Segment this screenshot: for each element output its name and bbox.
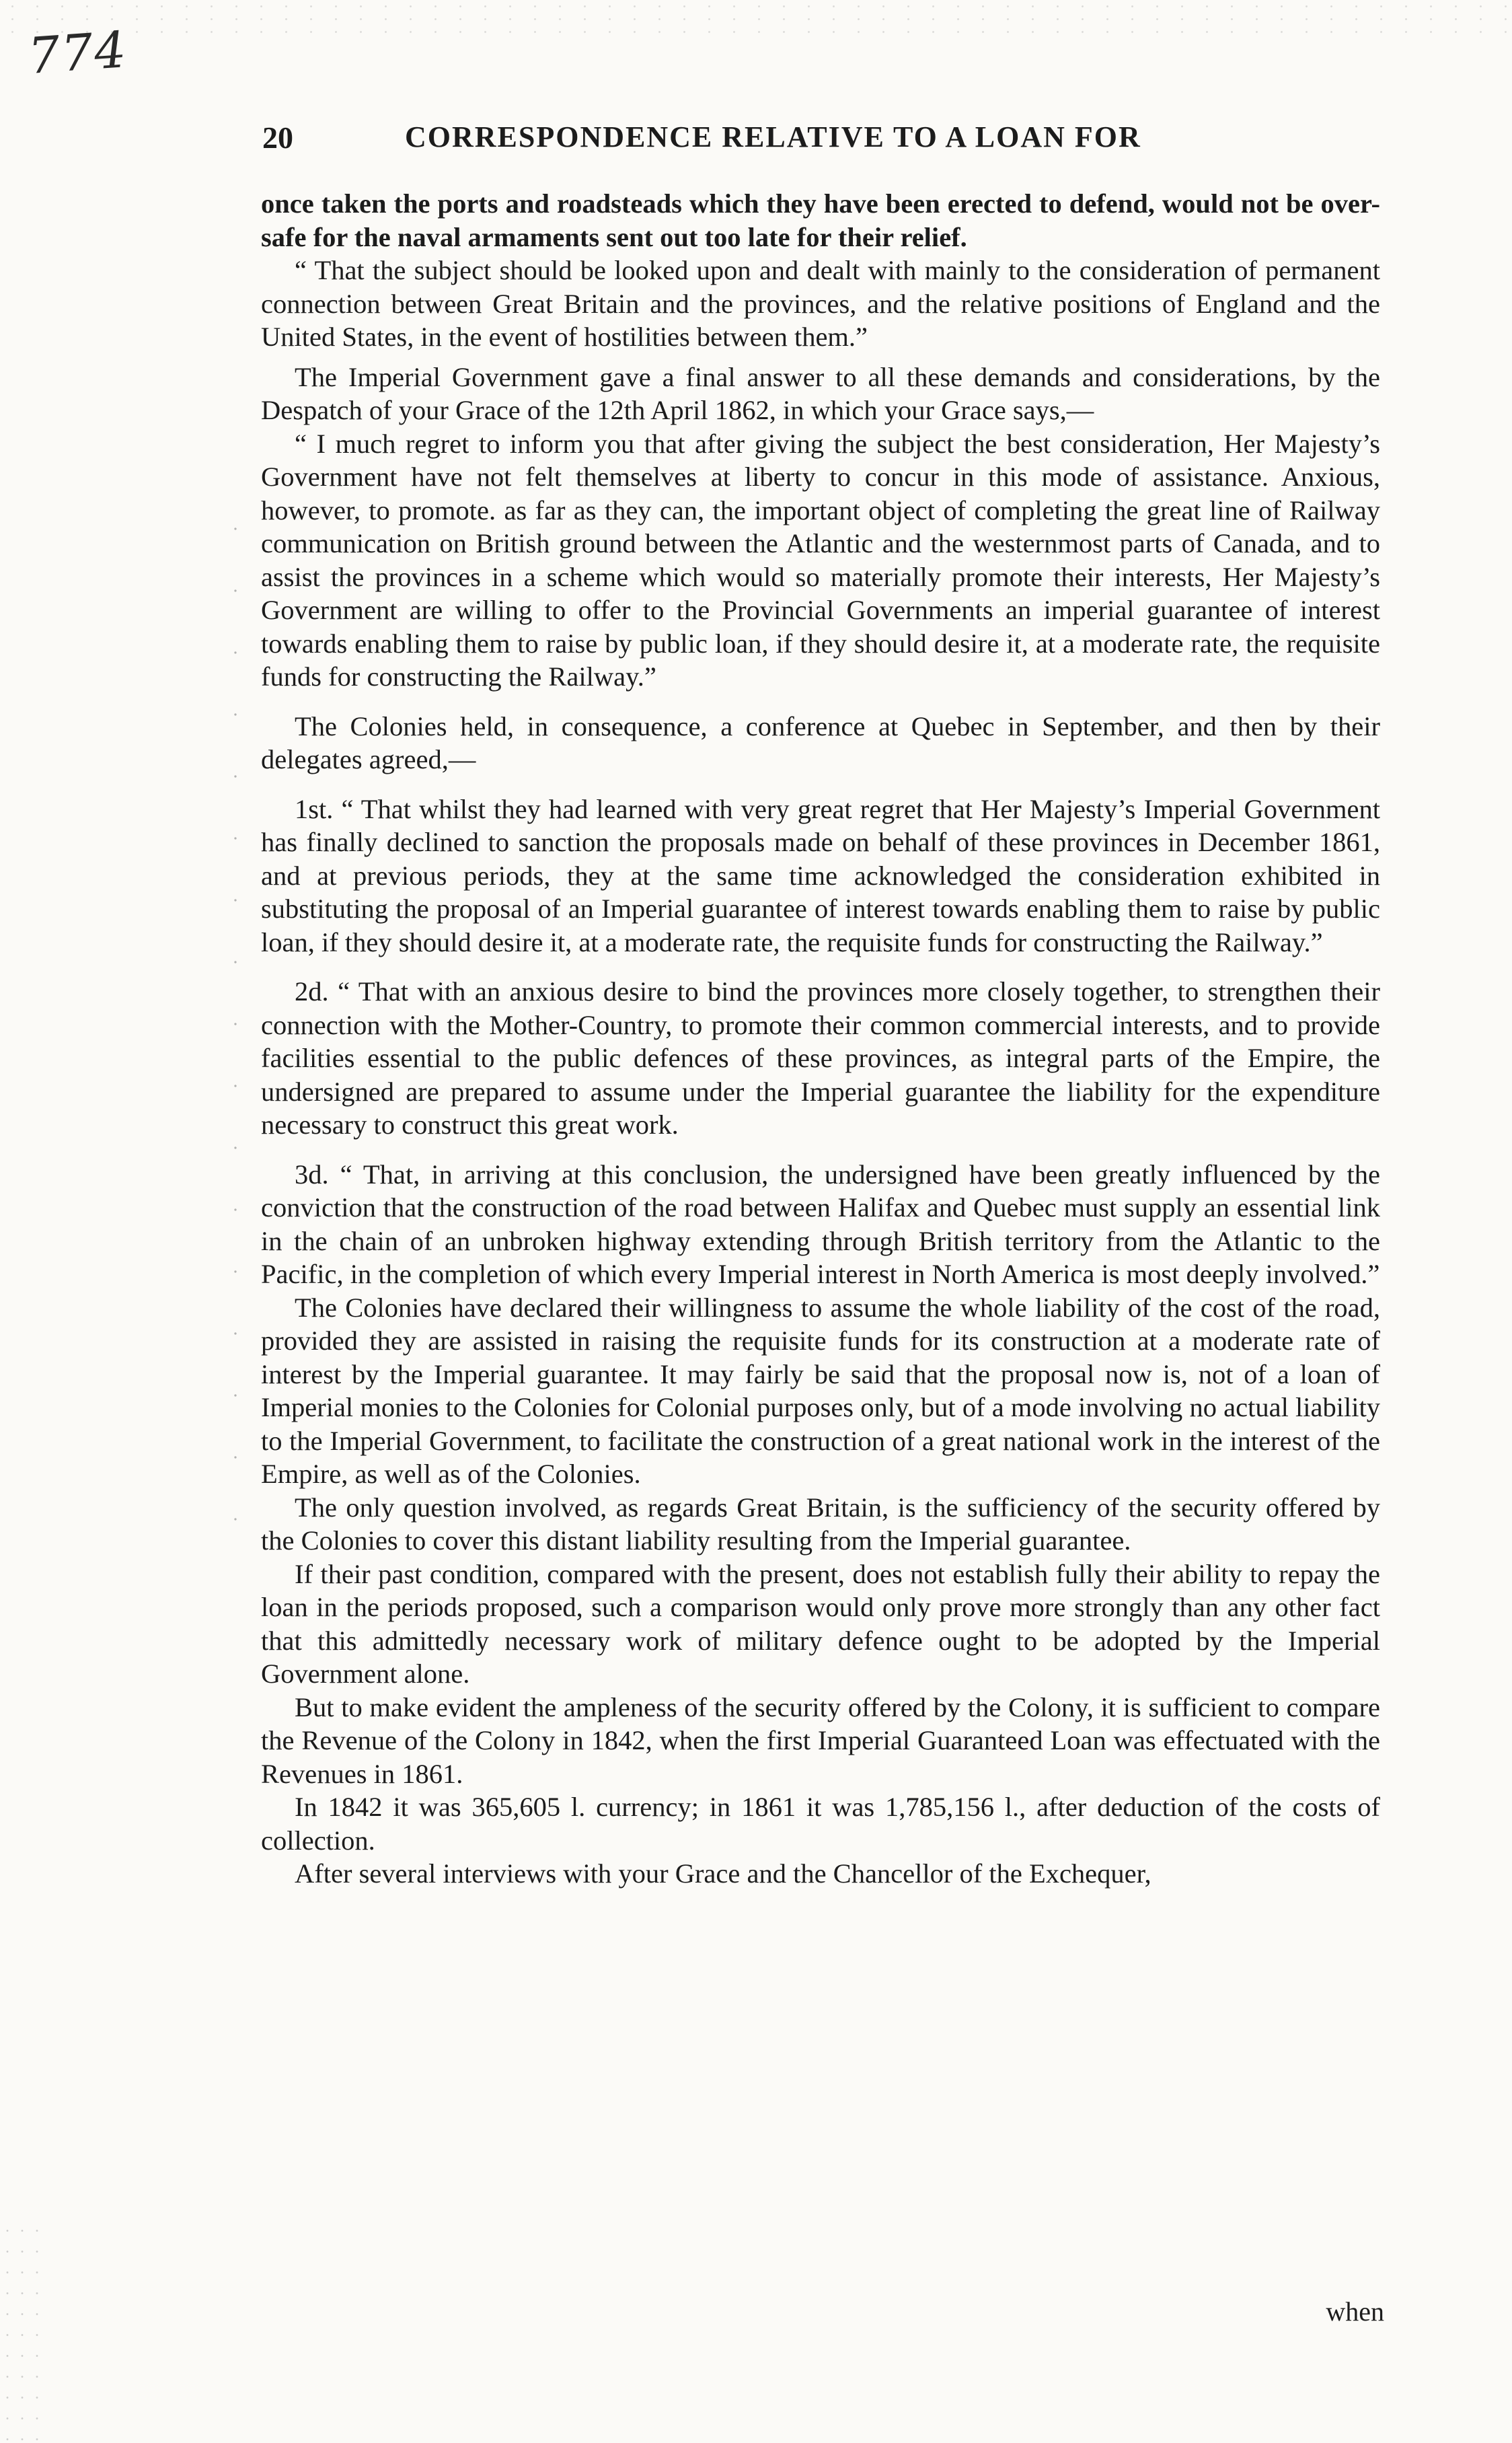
paragraph: The Colonies held, in consequence, a conference at Quebec in September, and then by their delegates agreed,— <box>261 710 1380 774</box>
catchword: when <box>1326 2296 1384 2327</box>
paragraph: once taken the ports and roadsteads which they have been erected to defend, would not be over-safe for the naval armaments sent out too late for their relief. <box>261 188 1380 252</box>
quotation-paragraph: “ I much regret to inform you that after giving the subject the best consideration, Her Majesty’s Government have not felt themselves at liberty to concur in this mode of assistance. Anxious, however, to promote. as far as they can, the important object of completing the great line of Railway communication on British ground between the Atlantic and the westernmost parts of Canada, and to assist the provinces in a scheme which would so materially promote their interests, Her Majesty’s Government are willing to offer to the Provincial Governments an imperial guarantee of interest towards enabling them to raise by public loan, if they should desire it, at a moderate rate, the requisite funds for constructing the Railway.” <box>261 428 1380 692</box>
paragraph: The Imperial Government gave a final answer to all these demands and considerations, by the Despatch of your Grace of the 12th April 1862, in which your Grace says,— <box>261 361 1380 425</box>
paragraph: But to make evident the ampleness of the security offered by the Colony, it is sufficient to compare the Revenue of the Colony in 1842, when the first Imperial Guaranteed Loan was effectuated with the Revenues in 1861. <box>261 1691 1380 1789</box>
running-header <box>262 120 1231 160</box>
resolution-second: 2d. “ That with an anxious desire to bind the provinces more closely together, to strengthen their connection with the Mother-Country, to promote their common commercial interests, and to provide facilities essential to the public defences of these provinces, as integral parts of the Empire, the undersigned are prepared to assume under the Imperial guarantee the liability for the expenditure necessary to construct this great work. <box>261 976 1380 1140</box>
paragraph: “ That the subject should be looked upon and dealt with mainly to the consideration of permanent connection between Great Britain and the provinces, and the relative positions of England and the United States, in the event of hostilities between them.” <box>261 255 1380 352</box>
resolution-third: 3d. “ That, in arriving at this conclusion, the undersigned have been greatly influenced by the conviction that the construction of the road between Halifax and Quebec must supply an essential link in the chain of an unbroken highway extending through British territory from the Atlantic to the Pacific, in the completion of which every Imperial interest in North America is most deeply involved.” <box>261 1159 1380 1289</box>
paragraph: After several interviews with your Grace and the Chancellor of the Exchequer, <box>295 1858 1151 1889</box>
running-title: CORRESPONDENCE RELATIVE TO A LOAN FOR <box>405 120 1141 153</box>
paragraph: In 1842 it was 365,605 l. currency; in 1861 it was 1,785,156 l., after deduction of the costs of collection. <box>261 1792 1380 1856</box>
document-body <box>261 187 1380 1891</box>
margin-pencil-marks <box>222 498 249 1574</box>
page-number: 20 <box>262 120 293 155</box>
handwritten-page-annotation: 774 <box>26 20 130 86</box>
resolution-first: 1st. “ That whilst they had learned with very great regret that Her Majesty’s Imperial Government has finally declined to sanction the proposals made on behalf of these provinces in December 1861, and at previous periods, they at the same time acknowledged the consideration exhibited in substituting the proposal of an Imperial guarantee of interest towards enabling them to raise by public loan, if they should desire it, at a moderate rate, the requisite funds for constructing the Railway.” <box>261 793 1380 957</box>
paragraph: If their past condition, compared with the present, does not establish fully their ability to repay the loan in the periods proposed, such a comparison would only prove more strongly than any other fact that this admittedly necessary work of military defence ought to be adopted by the Imperial Government alone. <box>261 1558 1380 1689</box>
scan-speckles-top <box>0 0 1512 40</box>
scan-speckles-left <box>0 2220 40 2442</box>
paragraph: The Colonies have declared their willingness to assume the whole liability of the cost of the road, provided they are assisted in raising the requisite funds for its construction at a moderate rate of interest by the Imperial guarantee. It may fairly be said that the proposal now is, not of a loan of Imperial monies to the Colonies for Colonial purposes only, but of a mode involving no actual liability to the Imperial Government, to facilitate the construction of a great national work in the interest of the Empire, as well as of the Colonies. <box>261 1292 1380 1489</box>
paragraph: The only question involved, as regards Great Britain, is the sufficiency of the security offered by the Colonies to cover this distant liability resulting from the Imperial guarantee. <box>261 1492 1380 1556</box>
